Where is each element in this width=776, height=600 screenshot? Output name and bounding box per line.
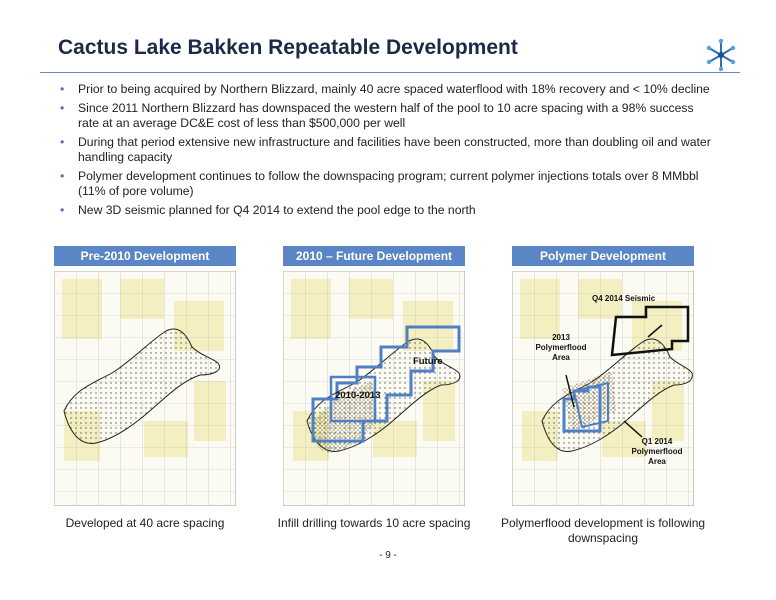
label-2013-polymerflood: 2013 Polymerflood Area <box>535 333 587 362</box>
page-title: Cactus Lake Bakken Repeatable Development <box>58 36 518 59</box>
bullet-item: • Since 2011 Northern Blizzard has downspaced the western half of the pool to 10 acre spacing with a 98% success rate at an average DC&E cost of less than $500,000 per well <box>60 100 694 130</box>
label-q4-seismic: Q4 2014 Seismic <box>592 294 656 303</box>
bullet-list <box>56 82 716 221</box>
map-polymer <box>512 271 694 506</box>
bullet-item: • New 3D seismic planned for Q4 2014 to extend the pool edge to the north <box>60 202 476 217</box>
panel-header-2010-future: 2010 – Future Development <box>283 246 465 266</box>
label-2010-2013: 2010-2013 <box>335 390 381 401</box>
caption-pre-2010: Developed at 40 acre spacing <box>65 516 225 530</box>
caption-polymer: Polymerflood development is following downspacing <box>500 516 706 545</box>
bullet-item: • Prior to being acquired by Northern Blizzard, mainly 40 acre spaced waterflood with 18% recovery and < 10% decline <box>60 82 710 96</box>
title-divider <box>40 72 740 73</box>
snowflake-logo-icon <box>704 38 738 72</box>
map-2010-future <box>283 271 465 506</box>
page-number: - 9 - <box>379 550 397 561</box>
caption-2010-future: Infill drilling towards 10 acre spacing <box>277 516 471 530</box>
bullet-item: • Polymer development continues to follow the downspacing program; current polymer injections totals over 8 MMbbl (11% of pore volume) <box>60 168 699 198</box>
bullet-item: • During that period extensive new infrastructure and facilities have been constructed, more than doubling oil and water handling capacity <box>60 134 711 164</box>
label-future: Future <box>413 356 443 367</box>
panel-header-pre-2010: Pre-2010 Development <box>54 246 236 266</box>
label-q1-polymerflood: Q1 2014 Polymerflood Area <box>631 437 683 466</box>
panel-header-polymer: Polymer Development <box>512 246 694 266</box>
map-pre-2010 <box>54 271 236 506</box>
